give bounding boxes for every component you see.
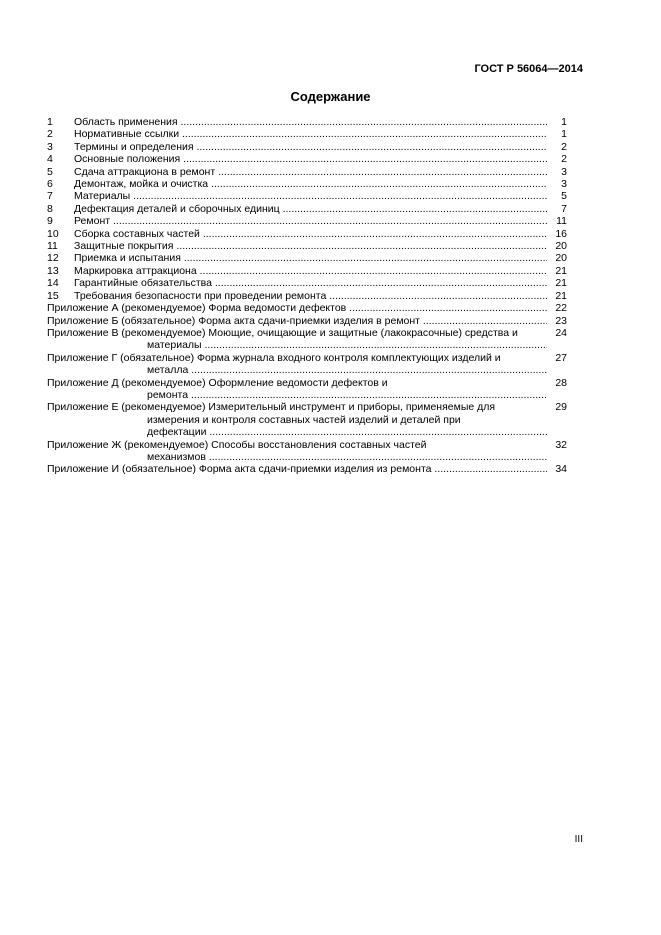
toc-entry-label [74,265,547,277]
toc-entry-label [47,315,547,327]
toc-entry-label [74,290,547,302]
toc-entry-label [47,302,547,314]
toc-entry-label [74,252,547,264]
toc-entry[interactable] [47,352,567,377]
toc-entry-number: 2 [47,128,53,141]
toc-entry[interactable] [47,277,567,289]
toc-entry-text: Требования безопасности при проведении ремонта ..... [74,290,547,302]
toc-entry-number: 12 [47,252,59,265]
toc-entry-page: 7 [561,202,567,215]
toc-entry-page: 22 [555,302,567,315]
toc-entry-number: 14 [47,277,59,290]
toc-entry-text: Материалы ..... [74,190,547,202]
toc-entry-page: 11 [556,215,567,228]
toc-entry-text: измерения и контроля составных частей изделий и деталей при [147,413,461,426]
toc-entry-label [74,178,547,190]
toc-entry-page: 2 [561,153,567,166]
toc-entry-text: Приложение А (рекомендуемое) Форма ведомости дефектов ..... [47,302,547,314]
toc-entry-page: 32 [555,438,567,451]
toc-entry[interactable] [47,141,567,153]
toc-entry-page: 2 [561,140,567,153]
toc-entry-text: Термины и определения ..... [74,141,547,153]
toc-entry-page: 5 [561,190,567,203]
toc-entry-text: Сдача аттракциона в ремонт ..... [74,166,547,178]
toc-entry-text: Ремонт ..... [74,215,547,227]
toc-entry-page: 23 [555,314,567,327]
toc-entry-label [47,463,547,475]
toc-entry[interactable] [47,315,567,327]
toc-entry-label [74,153,547,165]
toc-entry[interactable] [47,252,567,264]
toc-entry[interactable] [47,190,567,202]
toc-entry-page: 29 [555,401,567,414]
toc-entry-label [47,401,547,438]
toc-entry-text: Маркировка аттракциона ..... [74,265,547,277]
toc-entry-page: 3 [561,178,567,191]
toc-entry-page: 28 [555,376,567,389]
page-title: Содержание [290,89,371,104]
toc-entry-label [74,215,547,227]
toc-entry-page: 16 [555,227,567,240]
toc-entry-text: Основные положения ..... [74,153,547,165]
toc-entry-page: 1 [561,128,567,141]
toc-entry-number: 7 [47,190,53,203]
toc-entry-page: 3 [561,165,567,178]
toc-entry-text: дефектации ..... [47,426,547,438]
toc-entry[interactable] [47,327,567,352]
toc-entry-text: Сборка составных частей ..... [74,228,547,240]
toc-entry-text: Приложение В (рекомендуемое) Моющие, очищающие и защитные (лакокрасочные) средства и [47,326,518,339]
toc-entry-number: 13 [47,264,59,277]
toc-entry-label [74,116,547,128]
toc-entry-page: 34 [555,463,567,476]
toc-entry-number: 4 [47,153,53,166]
table-of-contents [47,116,567,476]
toc-entry-page: 21 [555,277,567,290]
toc-entry-label [74,190,547,202]
toc-entry-page: 20 [555,252,567,265]
toc-entry-number: 15 [47,289,59,302]
toc-entry[interactable] [47,377,567,402]
toc-entry-number: 6 [47,178,53,191]
toc-entry-number: 3 [47,140,53,153]
toc-entry[interactable] [47,128,567,140]
toc-entry[interactable] [47,203,567,215]
toc-entry[interactable] [47,116,567,128]
toc-entry[interactable] [47,178,567,190]
toc-entry-label [47,439,547,464]
toc-entry[interactable] [47,240,567,252]
toc-entry-number: 11 [47,240,58,253]
toc-entry-number: 10 [47,227,59,240]
toc-entry-label [74,166,547,178]
toc-entry[interactable] [47,401,567,438]
toc-entry-page: 20 [555,240,567,253]
toc-entry-label [74,203,547,215]
toc-entry-text: металла ..... [47,364,547,376]
toc-entry-text: ремонта ..... [47,389,547,401]
toc-entry[interactable] [47,215,567,227]
toc-entry-text: материалы ..... [47,339,547,351]
toc-entry-text: Приложение Д (рекомендуемое) Оформление ведомости дефектов и [47,376,388,389]
toc-entry-text: Дефектация деталей и сборочных единиц ..... [74,203,547,215]
toc-entry-text: Защитные покрытия ..... [74,240,547,252]
toc-entry[interactable] [47,228,567,240]
toc-entry-text: Приемка и испытания ..... [74,252,547,264]
toc-entry[interactable] [47,265,567,277]
toc-entry-number: 5 [47,165,53,178]
toc-entry-page: 21 [555,264,567,277]
toc-entry-text: Нормативные ссылки ..... [74,128,547,140]
toc-entry-text: Приложение Г (обязательное) Форма журнала входного контроля комплектующих изделий и [47,351,501,364]
page-number: III [574,834,583,845]
toc-entry-page: 1 [561,116,567,128]
toc-entry-text: Приложение Е (рекомендуемое) Измерительный инструмент и приборы, применяемые для [47,401,496,414]
toc-entry[interactable] [47,290,567,302]
standard-code: ГОСТ Р 56064—2014 [474,63,583,75]
toc-entry-label [74,128,547,140]
toc-entry-label [47,377,547,402]
toc-entry-text: Гарантийные обязательства ..... [74,277,547,289]
toc-entry-label [47,327,547,352]
toc-entry-page: 21 [555,289,567,302]
toc-entry[interactable] [47,153,567,165]
toc-entry[interactable] [47,302,567,314]
toc-entry-text: Демонтаж, мойка и очистка ..... [74,178,547,190]
toc-entry-text: Приложение Б (обязательное) Форма акта сдачи-приемки изделия в ремонт ..... [47,315,547,327]
toc-entry[interactable] [47,463,567,475]
toc-entry-label [74,141,547,153]
toc-entry-text: Приложение И (обязательное) Форма акта сдачи-приемки изделия из ремонта ..... [47,463,547,475]
toc-entry-page: 24 [555,326,567,339]
toc-entry-label [47,352,547,377]
toc-entry[interactable] [47,439,567,464]
toc-entry-number: 1 [47,116,53,128]
toc-entry-text: Область применения ..... [74,116,547,128]
toc-entry-label [74,228,547,240]
toc-entry-page: 27 [555,351,567,364]
toc-entry[interactable] [47,166,567,178]
toc-entry-text: механизмов ..... [47,451,547,463]
toc-entry-label [74,277,547,289]
toc-entry-number: 9 [47,215,53,228]
toc-entry-label [74,240,547,252]
toc-entry-number: 8 [47,202,53,215]
toc-entry-text: Приложение Ж (рекомендуемое) Способы восстановления составных частей [47,438,427,451]
